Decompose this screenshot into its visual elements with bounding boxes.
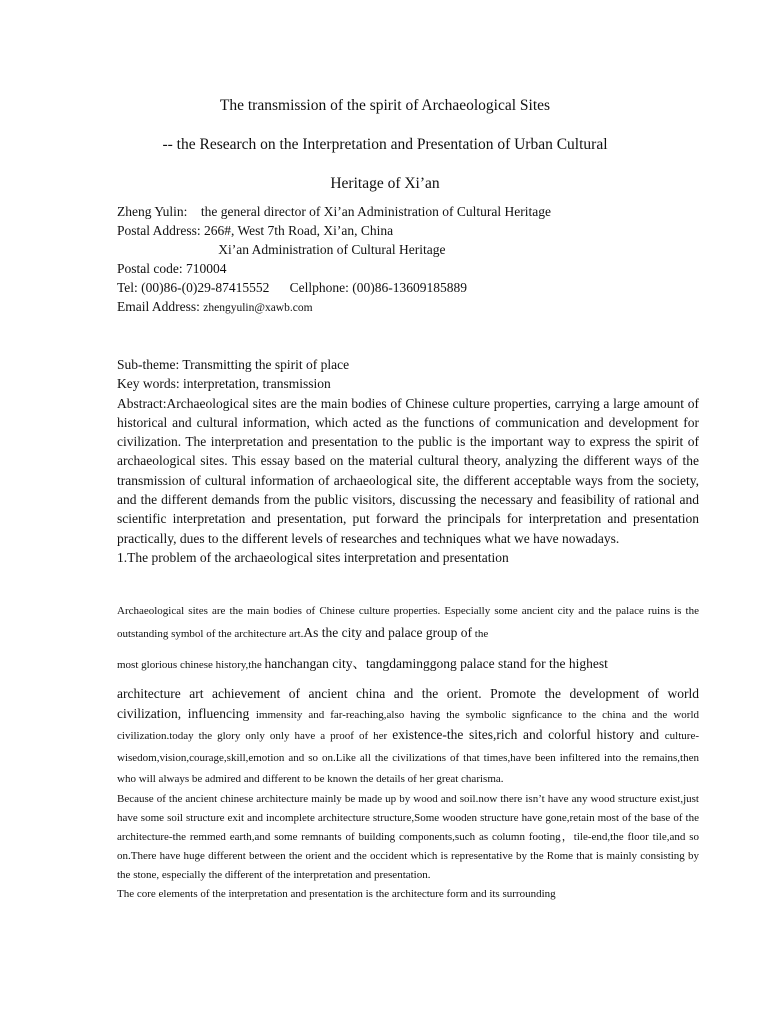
- telephone: Tel: (00)86-(0)29-87415552 Cellphone: (00)86-13609185889: [117, 280, 467, 295]
- paragraph-1-cont-2: architecture art achievement of ancient china and the orient. Promote the development of world civilization, influencing immensity and far-reaching,also having the symbolic signficance to the china and the world civilization.today the glory only only have a proof of her existence-the sites,rich and colorful history and culture-wisedom,vision,courage,skill,emotion and so on.Like all the civilizations of that times,have been infiltered into the remains,then who will always be admired and different to be known the details of her great charisma.: [117, 686, 699, 785]
- author-name: Zheng Yulin: the general director of Xi’an Administration of Cultural Heritage: [117, 204, 552, 219]
- email-line: [117, 297, 707, 318]
- title-line-3: Heritage of Xi’an: [330, 175, 440, 192]
- paragraph-2: Because of the ancient chinese architecture mainly be made up by wood and soil.now there isn’t have any wood structure exist,just have some soil structure exit and incomplete architecture structure,Some wooden structure have gone,retain most of the base of the architecture-the remmed earth,and some remnants of building components,such as column footing，tile-end,the floor tile,and so on.There have huge different between the orient and the occident which is representative by the Rome that is mainly consisting by the stone, especially the different of the interpretation and presentation.: [117, 792, 699, 881]
- section-1-heading: 1.The problem of the archaeological sites interpretation and presentation: [117, 549, 509, 565]
- paragraph-3: The core elements of the interpretation and presentation is the architecture form and its surrounding: [117, 887, 556, 900]
- title-line-2: -- the Research on the Interpretation and Presentation of Urban Cultural: [162, 136, 608, 153]
- email-address: zhengyulin@xawb.com: [203, 302, 313, 314]
- author-info: [117, 202, 707, 318]
- paragraph-1-cont: most glorious chinese history,the hanchangan city、tangdaminggong palace stand for the highest: [117, 656, 608, 671]
- keywords: Key words: interpretation, transmission: [117, 376, 331, 392]
- subtheme: Sub-theme: Transmitting the spirit of place: [117, 357, 350, 372]
- section-1-body: [117, 600, 699, 904]
- main-body: [117, 355, 699, 567]
- abstract: Abstract:Archaeological sites are the main bodies of Chinese culture properties, carrying a large amount of historical and cultural information, which acted as the functions of communication and development for civilization. The interpretation and presentation to the public is the important way to express the spirit of archaeological sites. This essay based on the material cultural theory, analyzing the different ways of the transmission of cultural information of archaeological site, the different acceptable ways from the society, and the different demands from the public visitors, discussing the necessary and feasibility of rational and scientific interpretation and presentation, put forward the principals for interpretation and presentation practically, dues to the different levels of researches and techniques what we have nowadays.: [117, 395, 699, 546]
- postal-address: Postal Address: 266#, West 7th Road, Xi’an, China: [117, 223, 394, 238]
- paragraph-1: Archaeological sites are the main bodies of Chinese culture properties. Especially some ancient city and the palace ruins is the outstanding symbol of the architecture art.As the city and palace group of the: [117, 605, 699, 640]
- email-label: Email Address:: [117, 299, 204, 314]
- postal-address-2: Xi’an Administration of Cultural Heritage: [117, 242, 446, 257]
- title-line-1: The transmission of the spirit of Archaeological Sites: [219, 97, 551, 114]
- postal-code: Postal code: 710004: [117, 261, 227, 276]
